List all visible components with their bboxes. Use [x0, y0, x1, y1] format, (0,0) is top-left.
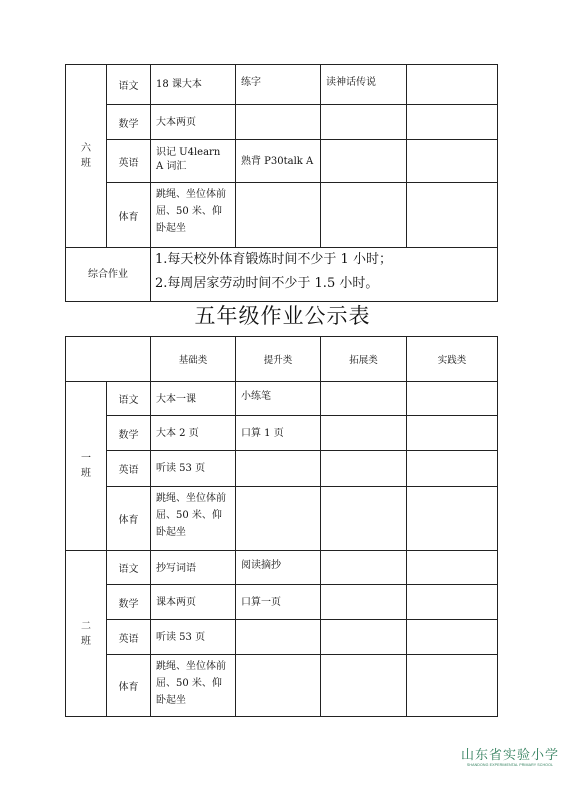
subject-label: 体育	[107, 487, 151, 551]
table-cell: 大本两页	[151, 105, 236, 140]
comprehensive-item: 1.每天校外体育锻炼时间不少于 1 小时；	[155, 252, 392, 267]
column-header: 实践类	[407, 337, 498, 382]
subject-label: 体育	[107, 183, 151, 248]
table-cell	[407, 620, 498, 655]
table-row	[66, 655, 498, 717]
subject-label: 英语	[107, 620, 151, 655]
subject-label: 英语	[107, 451, 151, 487]
table-cell	[407, 585, 498, 620]
table-cell: 识记 U4learn A 词汇	[151, 140, 236, 183]
subject-label: 语文	[107, 551, 151, 585]
class-6-homework-table	[65, 64, 498, 302]
column-header: 基础类	[151, 337, 236, 382]
table-cell: 跳绳、坐位体前屈、50 米、仰卧起坐	[151, 183, 236, 248]
table-cell	[407, 487, 498, 551]
table-cell	[236, 620, 321, 655]
class-label: 一班	[66, 382, 107, 551]
table-cell: 跳绳、坐位体前屈、50 米、仰卧起坐	[151, 487, 236, 551]
comprehensive-label: 综合作业	[66, 248, 151, 302]
table-cell	[321, 183, 407, 248]
table-cell	[407, 183, 498, 248]
table-row	[66, 585, 498, 620]
table-row	[66, 487, 498, 551]
table-cell: 听读 53 页	[151, 620, 236, 655]
table-cell	[407, 105, 498, 140]
table-row	[66, 140, 498, 183]
table-cell	[407, 65, 498, 105]
table-cell	[407, 140, 498, 183]
table-cell: 大本 2 页	[151, 416, 236, 451]
table-cell	[407, 551, 498, 585]
table-cell: 练字	[236, 65, 321, 105]
subject-label: 英语	[107, 140, 151, 183]
table-cell	[407, 416, 498, 451]
table-cell	[321, 451, 407, 487]
table-row	[66, 105, 498, 140]
grade-5-homework-table	[65, 336, 498, 717]
table-cell	[236, 183, 321, 248]
table-cell: 口算 1 页	[236, 416, 321, 451]
table-cell: 18 课大本	[151, 65, 236, 105]
table-cell	[321, 105, 407, 140]
table-cell	[321, 416, 407, 451]
table-cell: 抄写词语	[151, 551, 236, 585]
table-cell	[407, 451, 498, 487]
table-row	[66, 551, 498, 585]
table-cell: 跳绳、坐位体前屈、50 米、仰卧起坐	[151, 655, 236, 717]
school-logo	[460, 744, 560, 767]
table-cell: 口算一页	[236, 585, 321, 620]
table-cell: 熟背 P30talk A	[236, 140, 321, 183]
table-row	[66, 451, 498, 487]
table-cell	[321, 140, 407, 183]
subject-label: 体育	[107, 655, 151, 717]
school-name-zh: 山东省实验小学	[460, 748, 559, 763]
table-cell: 阅读摘抄	[236, 551, 321, 585]
table-row	[66, 620, 498, 655]
table-row	[66, 416, 498, 451]
comprehensive-item: 2.每周居家劳动时间不少于 1.5 小时。	[155, 276, 379, 291]
table-cell	[321, 382, 407, 416]
header-blank-cell	[66, 337, 151, 382]
subject-label: 数学	[107, 585, 151, 620]
subject-label: 语文	[107, 65, 151, 105]
subject-label: 数学	[107, 416, 151, 451]
class-label: 六班	[66, 65, 107, 248]
table-cell: 听读 53 页	[151, 451, 236, 487]
table-cell	[321, 655, 407, 717]
column-header: 拓展类	[321, 337, 407, 382]
table-cell	[407, 655, 498, 717]
table-cell: 读神话传说	[321, 65, 407, 105]
table-row	[66, 183, 498, 248]
table-row	[66, 382, 498, 416]
table-cell	[236, 105, 321, 140]
table-cell	[236, 487, 321, 551]
table-cell	[236, 655, 321, 717]
table-cell	[236, 451, 321, 487]
subject-label: 数学	[107, 105, 151, 140]
table-cell	[407, 382, 498, 416]
column-header: 提升类	[236, 337, 321, 382]
table-cell: 小练笔	[236, 382, 321, 416]
table-cell	[321, 585, 407, 620]
table-row	[66, 65, 498, 105]
table-cell: 课本两页	[151, 585, 236, 620]
class-label: 二班	[66, 551, 107, 717]
comprehensive-content	[151, 248, 498, 302]
subject-label: 语文	[107, 382, 151, 416]
table-cell	[321, 551, 407, 585]
table-cell	[321, 487, 407, 551]
header-row	[66, 337, 498, 382]
table-cell: 大本一课	[151, 382, 236, 416]
page-title: 五年级作业公示表	[194, 304, 371, 328]
table-cell	[321, 620, 407, 655]
school-name-en: SHANDONG EXPERIMENTAL PRIMARY SCHOOL	[466, 763, 554, 767]
table-row	[66, 248, 498, 302]
